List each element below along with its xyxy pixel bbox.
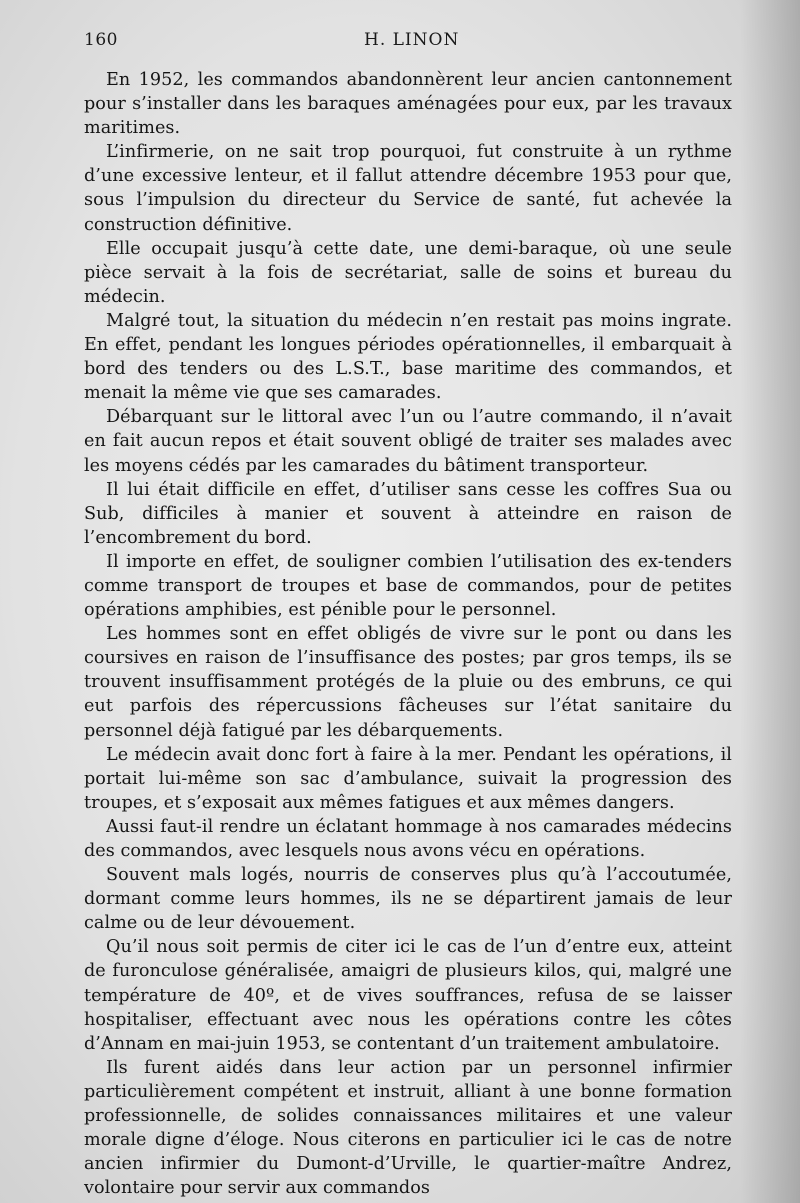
paragraph: Les hommes sont en effet obligés de vivre sur le pont ou dans les coursives en raison de l’insuffisance des postes; par gros temps, ils se trouvent insuffisamment protégés de la pluie ou des embruns, ce qui eut parfois des répercussions fâcheuses sur l’état sanitaire du personnel déjà fatigué par les débarquements. bbox=[84, 624, 732, 741]
paragraph: Le médecin avait donc fort à faire à la mer. Pendant les opérations, il portait lui-même son sac d’ambulance, suivait la progression des troupes, et s’exposait aux mêmes fatigues et aux mêmes dangers. bbox=[84, 744, 732, 813]
paragraph: En 1952, les commandos abandonnèrent leur ancien cantonnement pour s’installer dans les baraques aménagées pour eux, par les travaux maritimes. bbox=[84, 70, 732, 139]
paragraph: L’infirmerie, on ne sait trop pourquoi, fut construite à un rythme d’une excessive lenteur, et il fallut attendre décembre 1953 pour que, sous l’impulsion du directeur du Service de santé, fut achevée la construction définitive. bbox=[84, 142, 732, 235]
paragraph: Il lui était difficile en effet, d’utiliser sans cesse les coffres Sua ou Sub, difficiles à manier et souvent à atteindre en raison de l’encombrement du bord. bbox=[84, 479, 732, 548]
paragraph: Qu’il nous soit permis de citer ici le cas de l’un d’entre eux, atteint de furonculose généralisée, amaigri de plusieurs kilos, qui, malgré une température de 40º, et de vives souffrances, refusa de se laisser hospitaliser, effectuant avec nous les opérations contre les côtes d’Annam en mai-juin 1953, se contentant d’un traitement ambulatoire. bbox=[84, 937, 732, 1054]
paragraph: Aussi faut-il rendre un éclatant hommage à nos camarades médecins des commandos, avec lesquels nous avons vécu en opérations. bbox=[84, 816, 732, 861]
body-text bbox=[84, 68, 732, 1200]
running-head: H. LINON bbox=[364, 30, 460, 50]
page-header bbox=[84, 30, 734, 56]
paragraph: Souvent mals logés, nourris de conserves plus qu’à l’accoutumée, dormant comme leurs hommes, ils ne se départirent jamais de leur calme ou de leur dévouement. bbox=[84, 865, 732, 934]
paragraph: Malgré tout, la situation du médecin n’en restait pas moins ingrate. En effet, pendant les longues périodes opérationnelles, il embarquait à bord des tenders ou des L.S.T., base maritime des commandos, et menait la même vie que ses camarades. bbox=[84, 310, 732, 404]
paragraph: Débarquant sur le littoral avec l’un ou l’autre commando, il n’avait en fait aucun repos et était souvent obligé de traiter ses malades avec les moyens cédés par les camarades du bâtiment transporteur. bbox=[84, 407, 732, 476]
page-number: 160 bbox=[84, 30, 118, 50]
paragraph: Il importe en effet, de souligner combien l’utilisation des ex-tenders comme transport de troupes et base de commandos, pour de petites opérations amphibies, est pénible pour le personnel. bbox=[84, 551, 732, 621]
paragraph: Ils furent aidés dans leur action par un personnel infirmier particulièrement compétent et instruit, alliant à une bonne formation professionnelle, de solides connaissances militaires et une valeur morale digne d’éloge. Nous citerons en particulier ici le cas de notre ancien infirmier du Dumont-d’Urville, le quartier-maître Andrez, volontaire pour servir aux commandos bbox=[84, 1057, 732, 1199]
paragraph: Elle occupait jusqu’à cette date, une demi-baraque, où une seule pièce servait à la fois de secrétariat, salle de soins et bureau du médecin. bbox=[84, 238, 732, 307]
